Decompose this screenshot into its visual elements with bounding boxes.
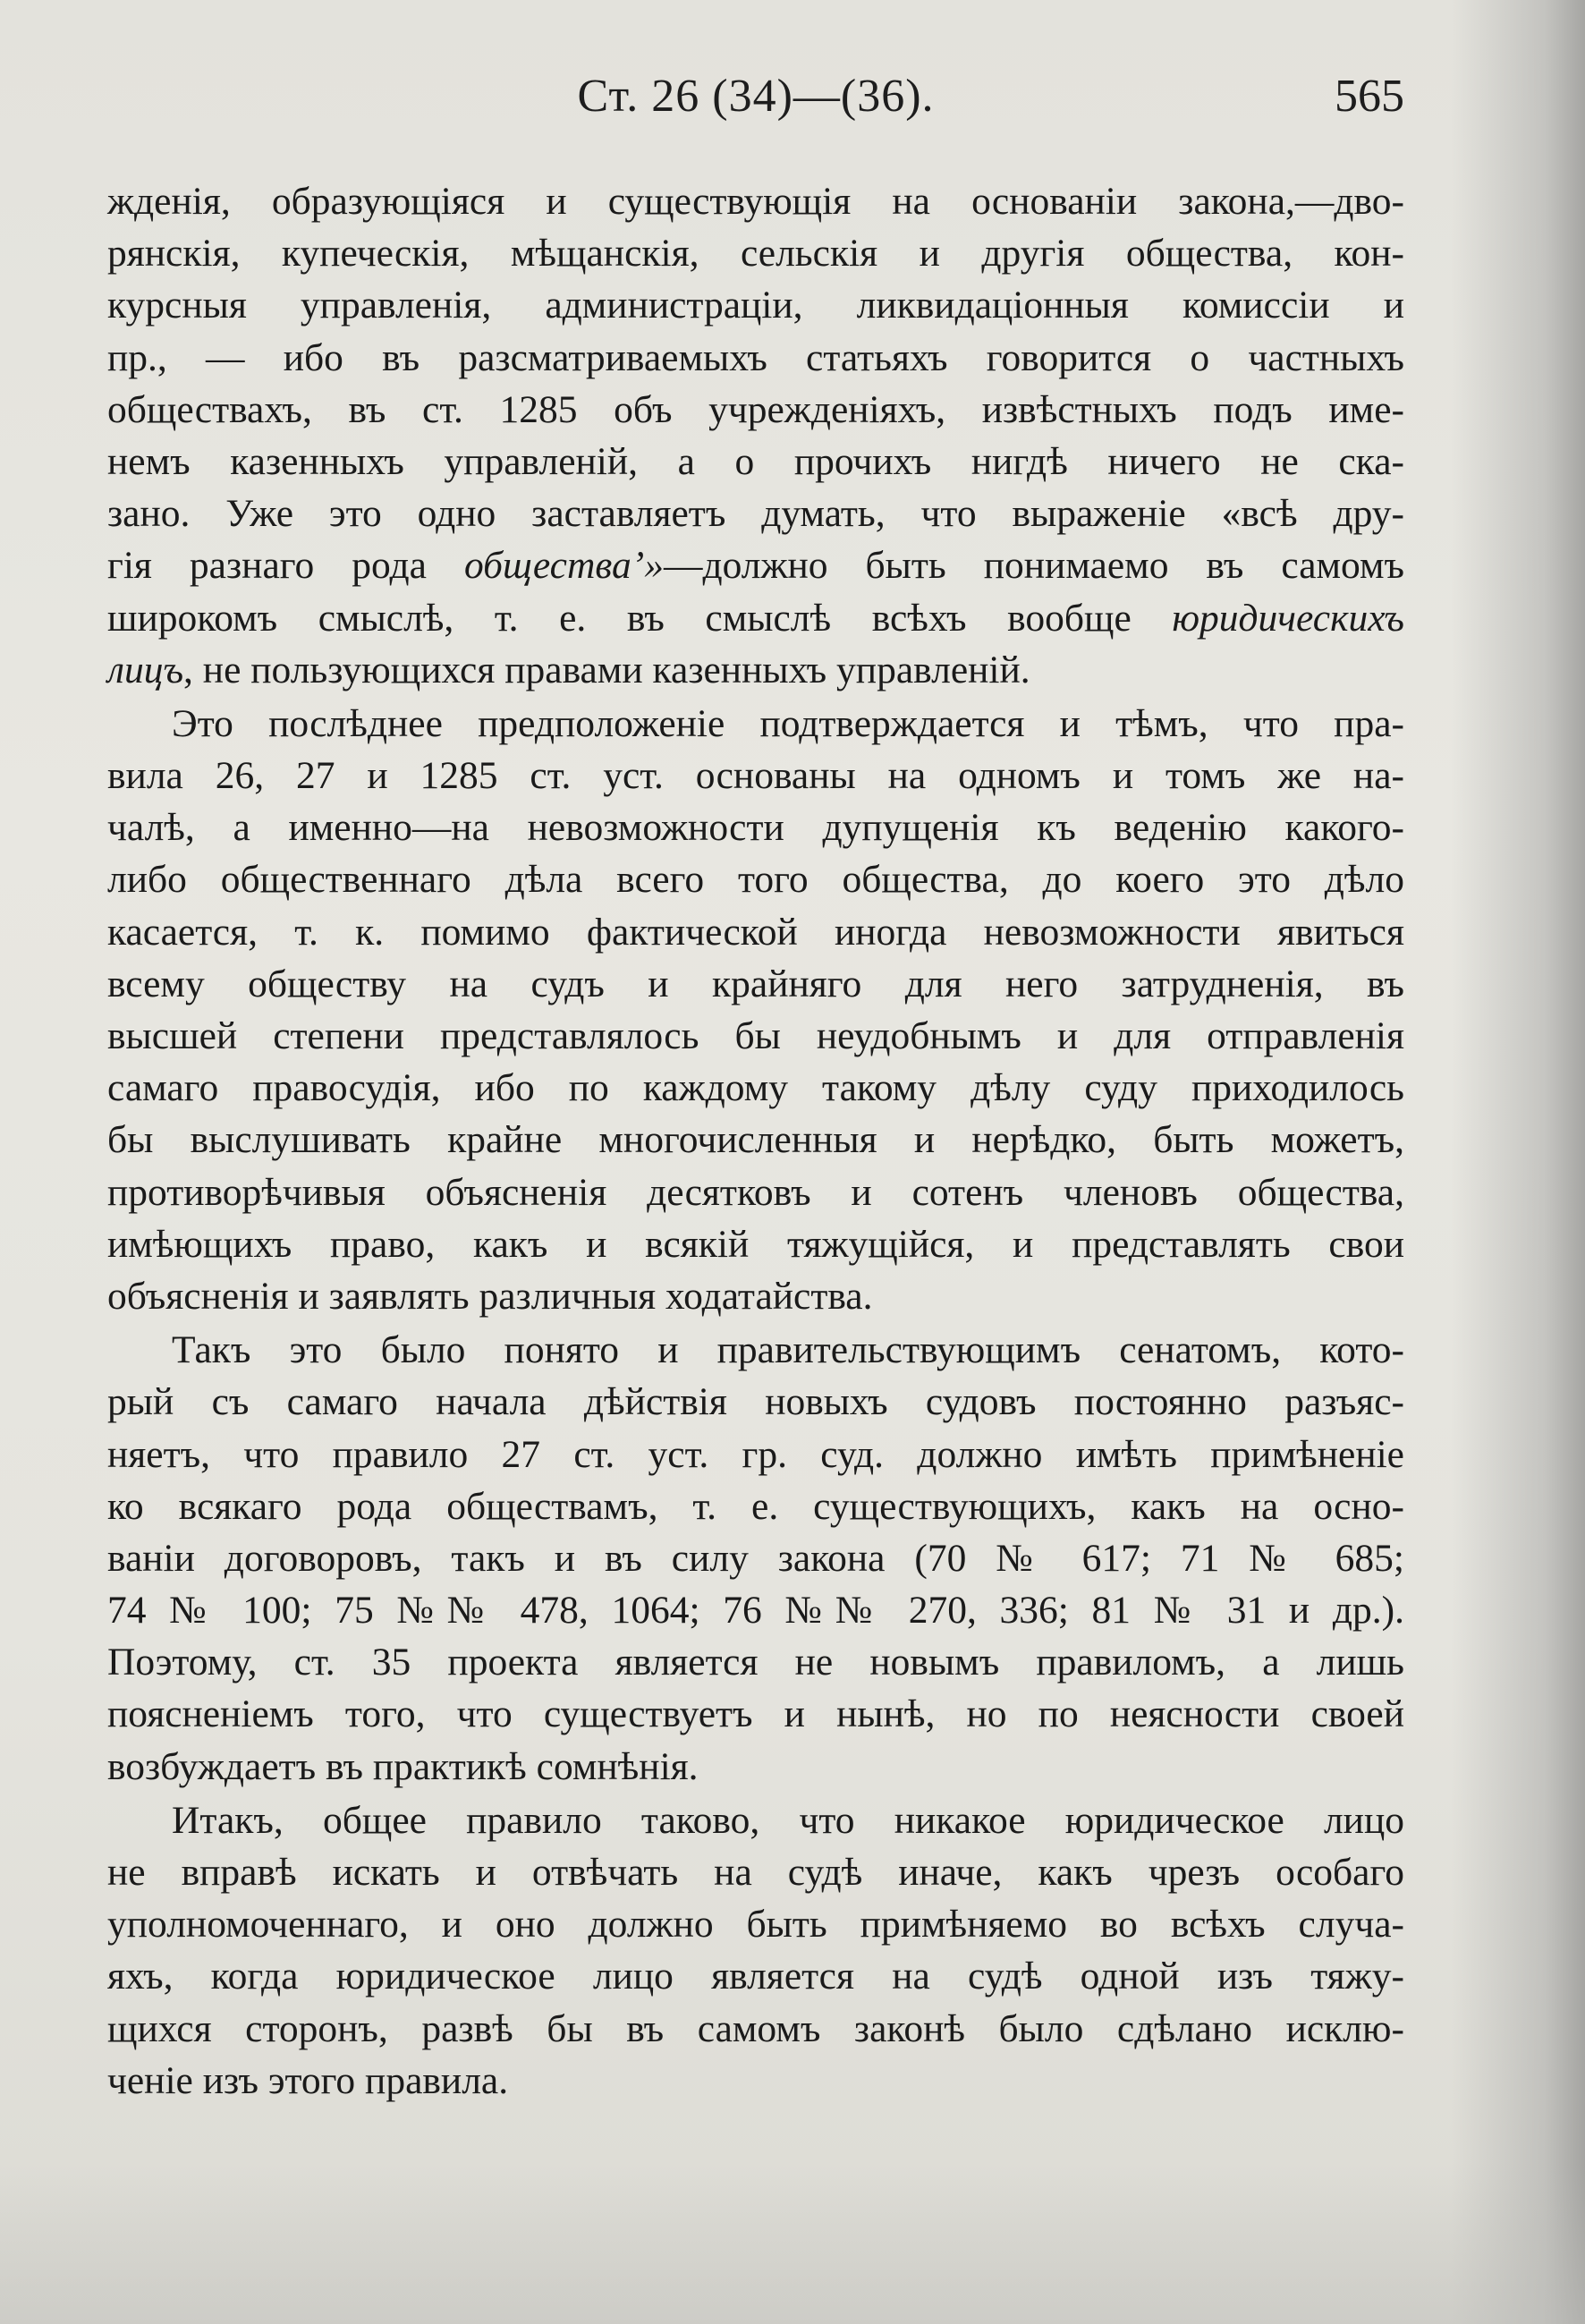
text-line: объясненія и заявлять различныя ходатайства. bbox=[107, 1274, 873, 1318]
text-line: либо общественнаго дѣла всего того общества, до коего это дѣло bbox=[107, 858, 1404, 902]
paragraph-1 bbox=[107, 175, 1404, 696]
italic-term: юридическихъ bbox=[1172, 596, 1404, 640]
text-line: чалѣ, а именно—на невозможности дупущенія къ веденію какого- bbox=[107, 806, 1404, 850]
text-line-with-italic: гія разнаго рода обществаʼ»—должно быть понимаемо въ самомъ bbox=[107, 544, 1404, 588]
text-line: жденія, образующіяся и существующія на основаніи закона,—дво- bbox=[107, 180, 1404, 223]
text-line: пр., — ибо въ разсматриваемыхъ статьяхъ говорится о частныхъ bbox=[107, 335, 1404, 379]
body-text bbox=[107, 175, 1404, 2107]
text-line: уполномоченнаго, и оно должно быть примѣняемо во всѣхъ случа- bbox=[107, 1903, 1404, 1947]
text-line: яхъ, когда юридическое лицо является на судѣ одной изъ тяжу- bbox=[107, 1955, 1404, 1998]
text-line: курсныя управленія, администраціи, ликвидаціонныя комиссіи и bbox=[107, 284, 1404, 327]
paragraph-3 bbox=[107, 1324, 1404, 1793]
text-line: 74 № 100; 75 №№ 478, 1064; 76 №№ 270, 336; 81 № 31 и др.). bbox=[107, 1589, 1404, 1633]
text-line: бы выслушивать крайне многочисленныя и нерѣдко, быть можетъ, bbox=[107, 1118, 1404, 1162]
text-line: возбуждаетъ въ практикѣ сомнѣнія. bbox=[107, 1744, 699, 1788]
page-number: 565 bbox=[1335, 71, 1404, 122]
text-line: противорѣчивыя объясненія десятковъ и сотенъ членовъ общества, bbox=[107, 1170, 1404, 1214]
text-line: щихся сторонъ, развѣ бы въ самомъ законѣ было сдѣлано исклю- bbox=[107, 2006, 1404, 2050]
text-line: Поэтому, ст. 35 проекта является не новымъ правиломъ, а лишь bbox=[107, 1641, 1404, 1684]
page-header bbox=[107, 70, 1404, 132]
text-line: рый съ самаго начала дѣйствія новыхъ судовъ постоянно разъяс- bbox=[107, 1380, 1404, 1424]
paragraph-4 bbox=[107, 1794, 1404, 2107]
page-edge-shadow bbox=[1451, 0, 1585, 2324]
text-line-with-italic: лицъ, не пользующихся правами казенныхъ управленій. bbox=[107, 648, 1030, 691]
italic-term: обществаʼ» bbox=[463, 544, 664, 588]
text-line: касается, т. к. помимо фактической иногда невозможности явиться bbox=[107, 910, 1404, 954]
text-line: поясненіемъ того, что существуетъ и нынѣ, но по неясности своей bbox=[107, 1692, 1404, 1736]
text-line: ваніи договоровъ, такъ и въ силу закона (70 № 617; 71 № 685; bbox=[107, 1536, 1404, 1580]
text-line: Итакъ, общее правило таково, что никакое юридическое лицо bbox=[172, 1798, 1404, 1842]
text-line: самаго правосудія, ибо по каждому такому дѣлу суду приходилось bbox=[107, 1066, 1404, 1110]
text-line: имѣющихъ право, какъ и всякій тяжущійся, и представлять свои bbox=[107, 1222, 1404, 1266]
text-line: Такъ это было понято и правительствующимъ сенатомъ, кото- bbox=[172, 1328, 1404, 1372]
text-line: няетъ, что правило 27 ст. уст. гр. суд. должно имѣть примѣненіе bbox=[107, 1432, 1404, 1476]
paragraph-2 bbox=[107, 698, 1404, 1322]
text-line: рянскія, купеческія, мѣщанскія, сельскія и другія общества, кон- bbox=[107, 232, 1404, 276]
text-line: немъ казенныхъ управленій, а о прочихъ нигдѣ ничего не ска- bbox=[107, 439, 1404, 483]
text-line: зано. Уже это одно заставляетъ думать, что выраженіе «всѣ дру- bbox=[107, 492, 1404, 536]
text-line-with-italic: широкомъ смыслѣ, т. е. въ смыслѣ всѣхъ вообще юридическихъ bbox=[107, 596, 1404, 640]
text-line: высшей степени представлялось бы неудобнымъ и для отправленія bbox=[107, 1014, 1404, 1057]
text-line: не вправѣ искать и отвѣчать на судѣ иначе, какъ чрезъ особаго bbox=[107, 1851, 1404, 1894]
page-bottom-shadow bbox=[0, 2163, 1585, 2324]
text-line: ченіе изъ этого правила. bbox=[107, 2058, 509, 2102]
text-line: Это послѣднее предположеніе подтверждается и тѣмъ, что пра- bbox=[172, 701, 1404, 745]
text-line: вила 26, 27 и 1285 ст. уст. основаны на одномъ и томъ же на- bbox=[107, 754, 1404, 798]
text-line: обществахъ, въ ст. 1285 объ учрежденіяхъ, извѣстныхъ подъ име- bbox=[107, 387, 1404, 431]
text-line: ко всякаго рода обществамъ, т. е. существующихъ, какъ на осно- bbox=[107, 1484, 1404, 1528]
text-line: всему обществу на судъ и крайняго для него затрудненія, въ bbox=[107, 962, 1404, 1005]
italic-term: лицъ bbox=[107, 648, 184, 691]
running-title: Ст. 26 (34)—(36). bbox=[577, 71, 935, 122]
